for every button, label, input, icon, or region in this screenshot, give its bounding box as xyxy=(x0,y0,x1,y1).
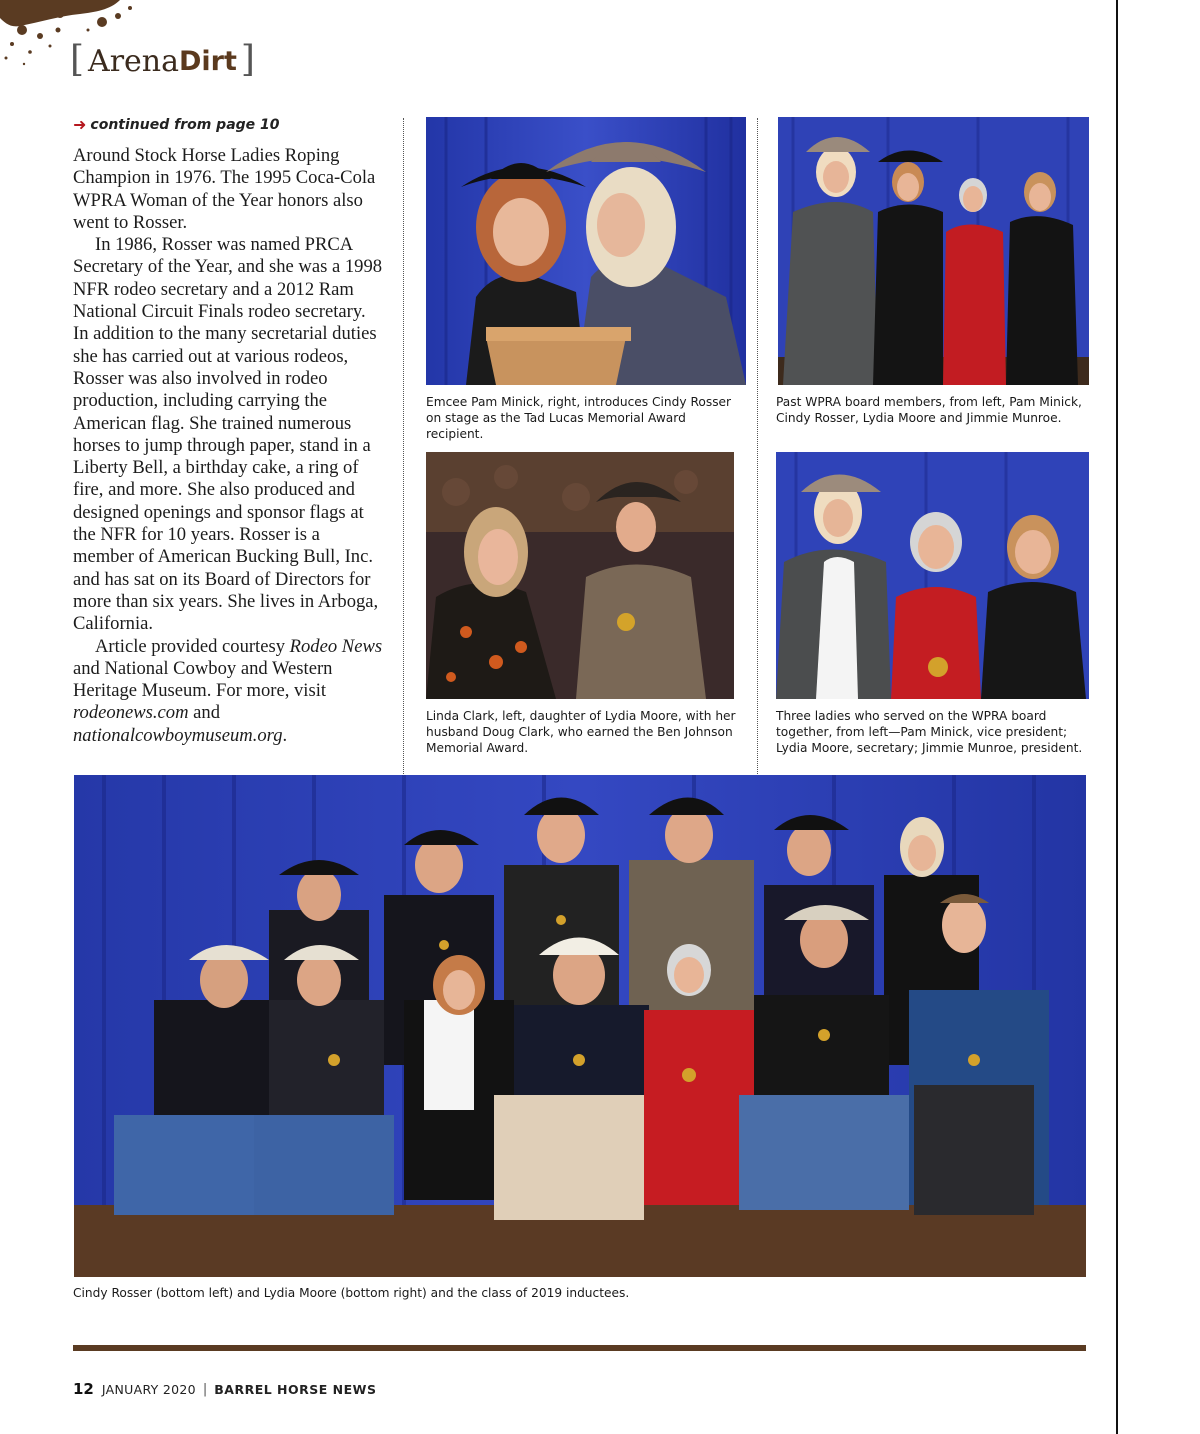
section-header xyxy=(70,40,255,82)
footer-separator: | xyxy=(202,1381,208,1397)
continued-note xyxy=(73,115,280,134)
photo-caption: Three ladies who served on the WPRA board together, from left—Pam Minick, vice president; Lydia Moore, secretary; Jimmie Munroe, president. xyxy=(776,709,1083,755)
photo-past-board-members xyxy=(778,117,1089,385)
section-word-arena: Arena xyxy=(88,43,180,79)
bracket-open: [ xyxy=(70,38,85,80)
bracket-close: ] xyxy=(240,38,255,80)
page-footer xyxy=(73,1380,376,1398)
credit-text: and National Cowboy and Western Heritage Museum. For more, visit xyxy=(73,657,333,702)
photo-linda-doug-clark xyxy=(426,452,734,699)
photo-caption: Linda Clark, left, daughter of Lydia Moore, with her husband Doug Clark, who earned the Ben Johnson Memorial Award. xyxy=(426,709,736,755)
page-number: 12 xyxy=(73,1380,94,1398)
photo-class-of-2019-inductees xyxy=(74,775,1086,1277)
credit-text: Article provided courtesy xyxy=(95,635,290,657)
paragraph: In 1986, Rosser was named PRCA Secretary of the Year, and she was a 1998 NFR rodeo secretary and a 2012 Ram National Circuit Finals rodeo secretary. In addition to the many secretarial duties she has carried out at various rodeos, Rosser was also involved in rodeo production, including carrying the American flag. She trained numerous horses to jump through paper, stand in a Liberty Bell, a birthday cake, a ring of fire, and more. She also produced and designed openings and sponsor flags at the NFR for 10 years. Rosser is a member of American Bucking Bull, Inc. and has sat on its Board of Directors for more than six years. She lives in Arboga, California. xyxy=(73,234,383,635)
photo-caption: Emcee Pam Minick, right, introduces Cindy Rosser on stage as the Tad Lucas Memorial Award recipient. xyxy=(426,395,732,441)
paragraph: Around Stock Horse Ladies Roping Champion in 1976. The 1995 Coca-Cola WPRA Woman of the Year honors also went to Rosser. xyxy=(73,145,376,233)
article-credit xyxy=(73,636,383,747)
arrow-right-icon: ➜ xyxy=(73,115,87,134)
column-divider xyxy=(757,118,758,774)
group-photo-caption: Cindy Rosser (bottom left) and Lydia Moore (bottom right) and the class of 2019 inductees. xyxy=(73,1286,630,1300)
section-word-dirt: Dirt xyxy=(179,45,237,77)
article-body xyxy=(73,145,383,747)
link-rodeonews[interactable]: rodeonews.com xyxy=(73,702,189,724)
credit-text: . xyxy=(282,724,288,746)
photo-three-ladies xyxy=(776,452,1089,699)
photo-award-presentation xyxy=(426,117,746,385)
link-cowboymuseum[interactable]: nationalcowboymuseum.org xyxy=(73,724,283,746)
page-edge-rule xyxy=(1116,0,1118,1434)
footer-rule xyxy=(73,1345,1086,1351)
credit-text: and xyxy=(188,702,221,724)
column-divider xyxy=(403,118,404,774)
issue-date: JANUARY 2020 xyxy=(101,1381,196,1397)
photo-caption: Past WPRA board members, from left, Pam Minick, Cindy Rosser, Lydia Moore and Jimmie Munroe. xyxy=(776,395,1082,425)
publication-name: Rodeo News xyxy=(289,635,383,657)
magazine-name: BARREL HORSE NEWS xyxy=(214,1381,377,1397)
continued-text: continued from page 10 xyxy=(90,116,280,133)
